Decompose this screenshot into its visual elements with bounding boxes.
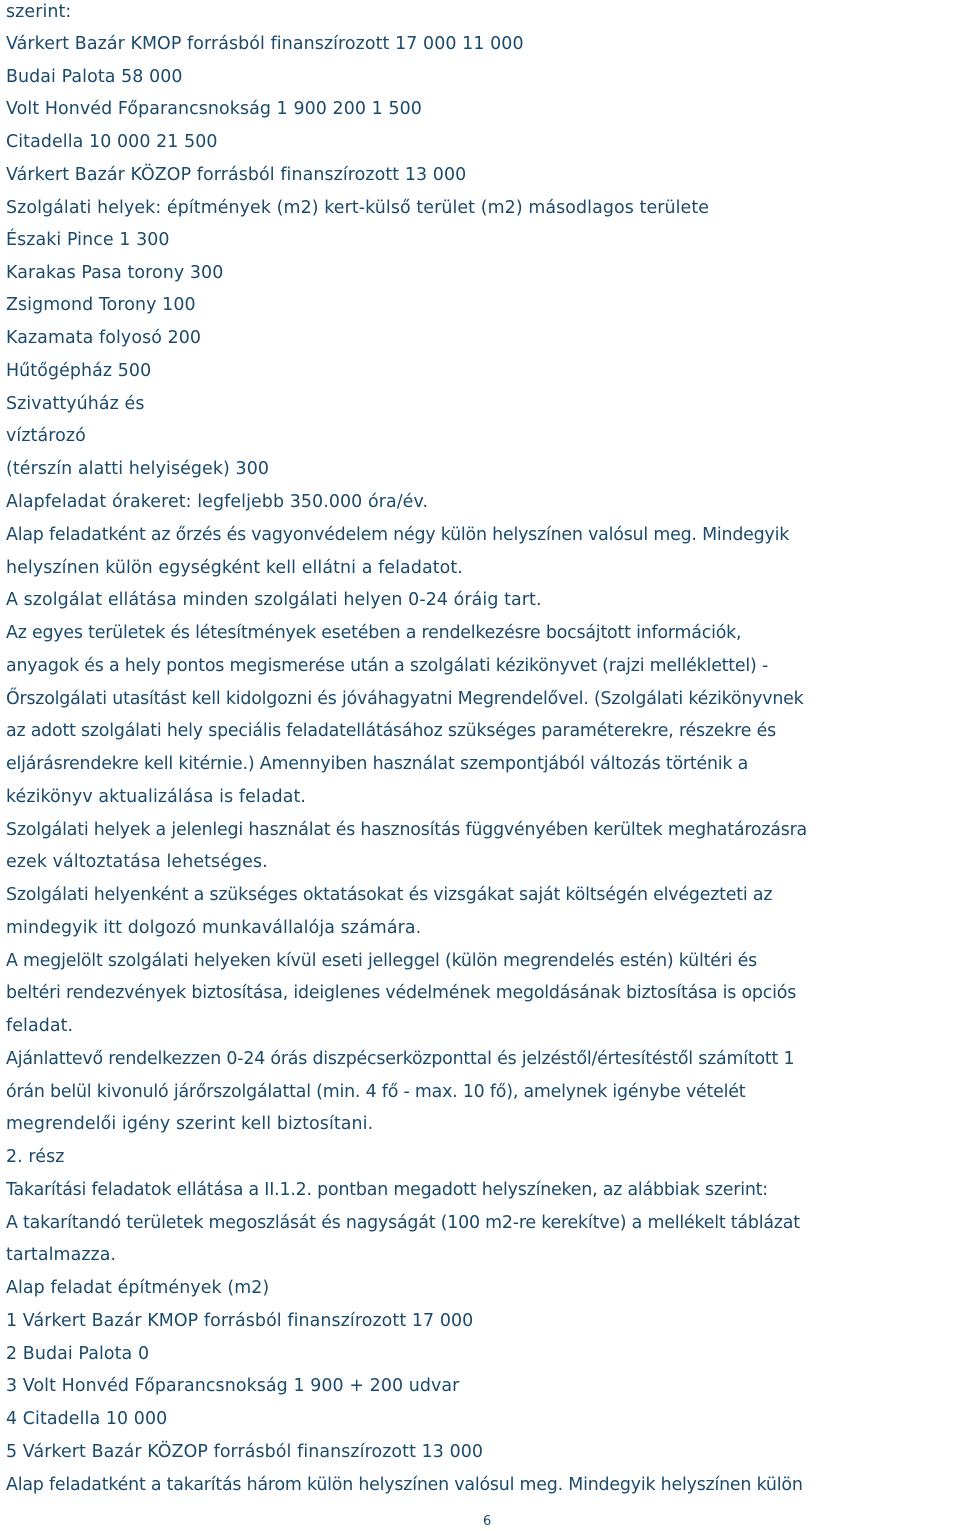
text-line: Hűtőgépház 500	[6, 361, 152, 381]
text-line: megrendelői igény szerint kell biztosítani.	[6, 1114, 374, 1134]
text-line: 2. rész	[6, 1147, 65, 1167]
text-line: Alap feladatként az őrzés és vagyonvédelem négy külön helyszínen valósul meg. Mindegyik	[6, 525, 790, 545]
text-line: tartalmazza.	[6, 1245, 117, 1265]
text-line: 4 Citadella 10 000	[6, 1409, 168, 1429]
text-line: Alapfeladat órakeret: legfeljebb 350.000 óra/év.	[6, 492, 429, 512]
text-line: Karakas Pasa torony 300	[6, 263, 224, 283]
text-line: Őrszolgálati utasítást kell kidolgozni és jóváhagyatni Megrendelővel. (Szolgálati kézikönyvnek	[6, 689, 804, 709]
text-line: Szolgálati helyenként a szükséges oktatásokat és vizsgákat saját költségén elvégezteti az	[6, 885, 773, 905]
text-line: az adott szolgálati hely speciális feladatellátásához szükséges paraméterekre, részekre és	[6, 721, 776, 741]
text-line: Északi Pince 1 300	[6, 230, 170, 250]
text-line: Kazamata folyosó 200	[6, 328, 202, 348]
text-line: Zsigmond Torony 100	[6, 295, 196, 315]
page-number: 6	[483, 1514, 492, 1529]
text-line: órán belül kivonuló járőrszolgálattal (min. 4 fő - max. 10 fő), amelynek igénybe vételét	[6, 1082, 746, 1102]
text-line: Takarítási feladatok ellátása a II.1.2. pontban megadott helyszíneken, az alábbiak szerint:	[6, 1180, 768, 1200]
text-line: Szolgálati helyek: építmények (m2) kert-külső terület (m2) másodlagos területe	[6, 198, 710, 218]
text-line: mindegyik itt dolgozó munkavállalója számára.	[6, 918, 422, 938]
text-line: Az egyes területek és létesítmények esetében a rendelkezésre bocsájtott információk,	[6, 623, 742, 643]
text-line: A takarítandó területek megoszlását és nagyságát (100 m2-re kerekítve) a mellékelt táblázat	[6, 1213, 800, 1233]
text-line: A szolgálat ellátása minden szolgálati helyen 0-24 óráig tart.	[6, 590, 542, 610]
text-line: ezek változtatása lehetséges.	[6, 852, 268, 872]
text-line: 2 Budai Palota 0	[6, 1344, 150, 1364]
text-line: Szivattyúház és	[6, 394, 145, 414]
text-line: szerint:	[6, 2, 72, 22]
text-line: anyagok és a hely pontos megismerése után a szolgálati kézikönyvet (rajzi melléklettel) -	[6, 656, 769, 676]
text-line: Budai Palota 58 000	[6, 67, 183, 87]
text-line: Várkert Bazár KÖZOP forrásból finanszírozott 13 000	[6, 165, 467, 185]
text-line: Várkert Bazár KMOP forrásból finanszírozott 17 000 11 000	[6, 34, 524, 54]
text-line: Alap feladat építmények (m2)	[6, 1278, 270, 1298]
text-line: Alap feladatként a takarítás három külön helyszínen valósul meg. Mindegyik helyszínen külön	[6, 1475, 803, 1495]
text-line: kézikönyv aktualizálása is feladat.	[6, 787, 307, 807]
text-line: Citadella 10 000 21 500	[6, 132, 218, 152]
text-line: 3 Volt Honvéd Főparancsnokság 1 900 + 200 udvar	[6, 1376, 460, 1396]
text-line: (térszín alatti helyiségek) 300	[6, 459, 270, 479]
text-line: eljárásrendekre kell kitérnie.) Amennyiben használat szempontjából változás történik a	[6, 754, 749, 774]
text-line: 5 Várkert Bazár KÖZOP forrásból finanszírozott 13 000	[6, 1442, 484, 1462]
text-line: beltéri rendezvények biztosítása, ideiglenes védelmének megoldásának biztosítása is opciós	[6, 983, 797, 1003]
text-line: víztározó	[6, 426, 86, 446]
text-line: Szolgálati helyek a jelenlegi használat és hasznosítás függvényében kerültek meghatározásra	[6, 820, 807, 840]
text-line: helyszínen külön egységként kell ellátni a feladatot.	[6, 558, 463, 578]
text-line: Ajánlattevő rendelkezzen 0-24 órás diszpécserközponttal és jelzéstől/értesítéstől számított 1	[6, 1049, 795, 1069]
text-line: feladat.	[6, 1016, 74, 1036]
text-line: A megjelölt szolgálati helyeken kívül eseti jelleggel (külön megrendelés estén) kültéri és	[6, 951, 757, 971]
text-line: Volt Honvéd Főparancsnokság 1 900 200 1 500	[6, 99, 422, 119]
text-line: 1 Várkert Bazár KMOP forrásból finanszírozott 17 000	[6, 1311, 474, 1331]
